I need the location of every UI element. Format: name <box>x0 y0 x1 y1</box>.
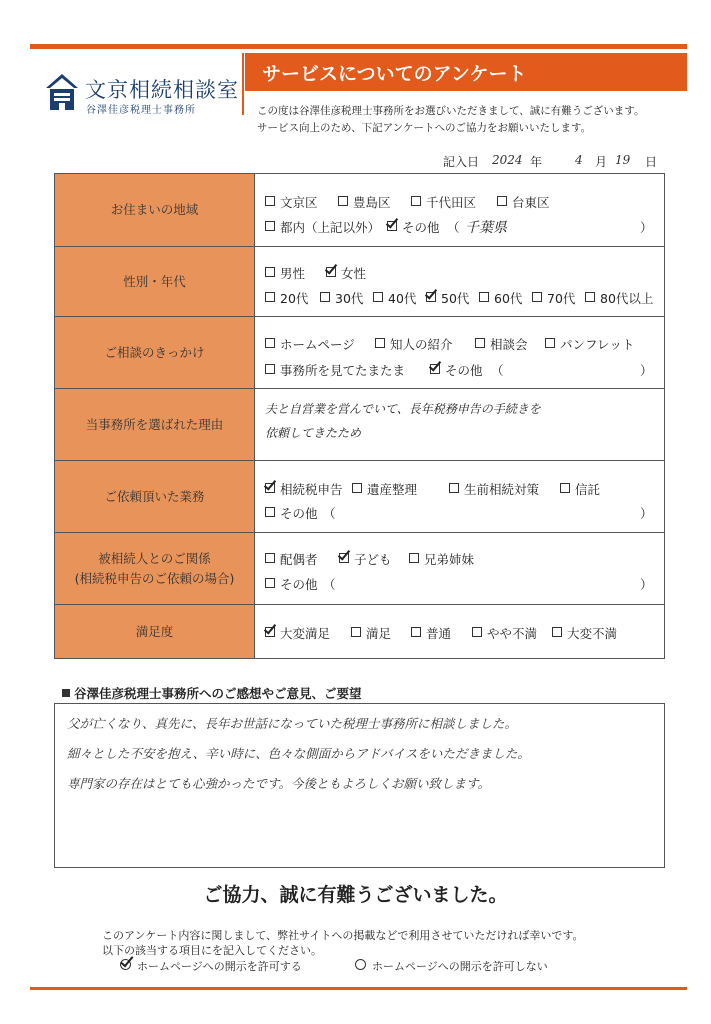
option-age-70[interactable] <box>532 289 575 307</box>
area-other-text[interactable]: 千葉県 <box>465 220 507 236</box>
checkmark-icon <box>339 553 349 563</box>
option-pamphlet[interactable] <box>545 335 634 353</box>
checkbox-icon <box>265 553 275 563</box>
thanks-message: ご協力、誠に有難うございました。 <box>203 884 508 906</box>
option-label: 台東区 <box>512 195 550 210</box>
label-service-text: ご依頼頂いた業務 <box>104 488 205 504</box>
label-gender-age-text: 性別・年代 <box>123 273 186 289</box>
reason-line-1[interactable]: 夫と自営業を営んでいて、長年税務申告の手続きを <box>265 402 541 416</box>
comments-heading <box>62 684 362 702</box>
paren-close: ） <box>640 577 653 592</box>
label-service <box>55 461 255 532</box>
comment-line-1: 父が亡くなり、真先に、長年お世話になっていた税理士事務所に相談しました。 <box>67 716 518 731</box>
option-label: 知人の紹介 <box>390 337 453 352</box>
checkbox-icon <box>373 292 383 302</box>
checkmark-icon <box>426 292 436 302</box>
deny-label: ホームページへの開示を許可しない <box>372 960 548 973</box>
option-taito[interactable] <box>497 193 550 211</box>
date-day-unit: 日 <box>645 155 658 169</box>
checkmark-icon <box>387 221 397 231</box>
option-label: ホームページ <box>280 337 355 352</box>
option-deny-publish[interactable] <box>355 958 548 974</box>
option-label: その他 <box>445 363 483 378</box>
top-accent-line <box>30 44 687 49</box>
checkmark-icon <box>326 267 336 277</box>
option-label: パンフレット <box>560 337 635 352</box>
option-label: 事務所を見てたまたま <box>280 363 406 378</box>
paren-open: （ <box>323 577 336 592</box>
option-allow-publish[interactable] <box>120 958 302 974</box>
checkbox-icon <box>532 292 542 302</box>
option-label: 50代 <box>441 291 470 306</box>
option-toshima[interactable] <box>338 193 391 211</box>
checkbox-icon <box>265 267 275 277</box>
date-month-unit: 月 <box>595 155 608 169</box>
option-label: 千代田区 <box>426 195 477 210</box>
option-label: 40代 <box>388 291 417 306</box>
option-label: 相談会 <box>490 337 528 352</box>
bottom-accent-line <box>30 987 687 990</box>
footer-note-2: 以下の該当する項目にを記入してください。 <box>102 944 322 957</box>
label-satisfaction <box>55 605 255 658</box>
label-relation <box>55 533 255 604</box>
option-sibling[interactable] <box>409 550 474 568</box>
option-area-other[interactable] <box>387 218 440 236</box>
square-bullet-icon <box>62 689 70 697</box>
checkbox-icon <box>265 338 275 348</box>
option-age-20[interactable] <box>265 289 308 307</box>
option-label: 兄弟姉妹 <box>424 552 475 567</box>
option-somewhat-dissatisfied[interactable] <box>472 624 537 642</box>
checkbox-icon <box>375 338 385 348</box>
option-service-other[interactable] <box>265 504 318 522</box>
option-female[interactable] <box>326 264 366 282</box>
option-spouse[interactable] <box>265 550 318 568</box>
option-very-satisfied[interactable] <box>265 624 330 642</box>
date-year: 2024 <box>492 153 523 167</box>
option-label: その他 <box>402 220 440 235</box>
option-label: 70代 <box>547 291 576 306</box>
checkbox-icon <box>409 553 419 563</box>
option-walk-in[interactable] <box>265 361 405 379</box>
option-label: 都内（上記以外） <box>280 220 381 235</box>
option-label: 女性 <box>341 266 367 281</box>
option-label: 大変不満 <box>567 626 618 641</box>
comments-heading-text: 谷澤佳彦税理士事務所へのご感想やご意見、ご要望 <box>74 686 362 701</box>
option-age-40[interactable] <box>373 289 416 307</box>
option-label: その他 <box>280 506 318 521</box>
option-inheritance-tax[interactable] <box>265 480 343 498</box>
option-tokyo-other[interactable] <box>265 218 380 236</box>
brand-sub: 谷澤佳彦税理士事務所 <box>86 105 196 116</box>
checkmark-icon <box>265 483 275 493</box>
option-label: 生前相続対策 <box>464 482 540 497</box>
comments-box[interactable] <box>54 703 665 868</box>
option-label: 配偶者 <box>280 552 318 567</box>
option-label: 30代 <box>335 291 364 306</box>
option-referral[interactable] <box>375 335 453 353</box>
checkbox-icon <box>479 292 489 302</box>
checkbox-icon <box>351 627 361 637</box>
option-age-80[interactable] <box>585 289 653 307</box>
label-relation-line-1: 被相続人とのご関係 <box>98 550 211 566</box>
option-label: 遺産整理 <box>367 482 418 497</box>
checkbox-icon <box>352 483 362 493</box>
paren-close: ） <box>640 506 653 521</box>
option-label: 子ども <box>354 552 392 567</box>
option-very-dissatisfied[interactable] <box>552 624 617 642</box>
comment-line-2: 細々とした不安を抱え、辛い時に、色々な側面からアドバイスをいただきました。 <box>67 746 530 761</box>
checkbox-icon <box>411 196 421 206</box>
option-satisfied[interactable] <box>351 624 391 642</box>
option-label: 豊島区 <box>353 195 391 210</box>
option-male[interactable] <box>265 264 305 282</box>
option-pre-planning[interactable] <box>449 480 539 498</box>
checkbox-icon <box>449 483 459 493</box>
option-seminar[interactable] <box>475 335 528 353</box>
label-gender-age <box>55 247 255 316</box>
checkmark-icon <box>430 364 440 374</box>
checkbox-icon <box>265 507 275 517</box>
reason-line-2[interactable]: 依頼してきたため <box>265 426 362 440</box>
option-age-50[interactable] <box>426 289 469 307</box>
paren-open: （ <box>447 220 460 235</box>
circle-icon <box>355 959 366 970</box>
label-satisfaction-text: 満足度 <box>135 623 174 639</box>
label-relation-line-2: (相続税申告のご依頼の場合) <box>74 570 235 586</box>
checkmark-icon <box>265 627 275 637</box>
paren-open: （ <box>491 363 504 378</box>
checkbox-icon <box>265 196 275 206</box>
option-label: 信託 <box>575 482 601 497</box>
checkbox-icon <box>265 292 275 302</box>
comment-line-3: 専門家の存在はとても心強かったです。今後ともよろしくお願い致します。 <box>67 776 491 791</box>
label-reason-text: 当事務所を選ばれた理由 <box>85 416 224 432</box>
option-label: その他 <box>280 577 318 592</box>
checkbox-icon <box>475 338 485 348</box>
paren-close: ） <box>640 220 653 235</box>
option-neutral[interactable] <box>411 624 451 642</box>
date-year-unit: 年 <box>530 155 543 169</box>
house-logo-icon <box>44 72 80 112</box>
date-month: 4 <box>575 153 583 167</box>
option-homepage[interactable] <box>265 335 355 353</box>
option-label: 80代以上 <box>600 291 654 306</box>
checkbox-icon <box>497 196 507 206</box>
checkbox-icon <box>338 196 348 206</box>
date-label: 記入日 <box>443 155 480 169</box>
intro-line-2: サービス向上のため、下記アンケートへのご協力をお願いいたします。 <box>257 122 592 134</box>
checkbox-icon <box>265 221 275 231</box>
option-chiyoda[interactable] <box>411 193 476 211</box>
label-trigger <box>55 317 255 388</box>
intro-line-1: この度は谷澤佳彦税理士事務所をお選びいただきまして、誠に有難うございます。 <box>257 105 645 117</box>
label-reason <box>55 389 255 460</box>
option-bunkyo[interactable] <box>265 193 318 211</box>
label-trigger-text: ご相談のきっかけ <box>104 344 205 360</box>
paren-open: （ <box>323 506 336 521</box>
option-age-30[interactable] <box>320 289 363 307</box>
option-label: 男性 <box>280 266 306 281</box>
checkbox-icon <box>265 578 275 588</box>
paren-close: ） <box>640 363 653 378</box>
option-estate[interactable] <box>352 480 417 498</box>
option-label: 相続税申告 <box>280 482 343 497</box>
label-area <box>55 174 255 246</box>
checkbox-icon <box>411 627 421 637</box>
option-label: 大変満足 <box>280 626 331 641</box>
checkbox-icon <box>320 292 330 302</box>
option-label: 文京区 <box>280 195 318 210</box>
checkbox-icon <box>545 338 555 348</box>
option-label: 満足 <box>366 626 392 641</box>
option-trigger-other[interactable] <box>430 361 483 379</box>
checkbox-icon <box>265 364 275 374</box>
checkbox-icon <box>560 483 570 493</box>
checkbox-icon <box>552 627 562 637</box>
option-relation-other[interactable] <box>265 575 318 593</box>
option-label: やや不満 <box>487 626 538 641</box>
option-label: 20代 <box>280 291 309 306</box>
footer-note-1: このアンケート内容に関しまして、弊社サイトへの掲載などで利用させていただければ幸いです。 <box>102 929 584 942</box>
checkmark-circle-icon <box>120 959 131 970</box>
option-label: 普通 <box>426 626 452 641</box>
brand-name: 文京相続相談室 <box>85 78 239 102</box>
allow-label: ホームページへの開示を許可する <box>137 960 302 973</box>
label-relation-text <box>75 549 235 589</box>
date-day: 19 <box>615 153 631 167</box>
option-label: 60代 <box>494 291 523 306</box>
page-title: サービスについてのアンケート <box>262 63 527 85</box>
option-child[interactable] <box>339 550 392 568</box>
checkbox-icon <box>472 627 482 637</box>
checkbox-icon <box>585 292 595 302</box>
option-age-60[interactable] <box>479 289 522 307</box>
label-area-text: お住まいの地域 <box>110 202 199 217</box>
survey-table <box>54 173 665 659</box>
option-trust[interactable] <box>560 480 600 498</box>
